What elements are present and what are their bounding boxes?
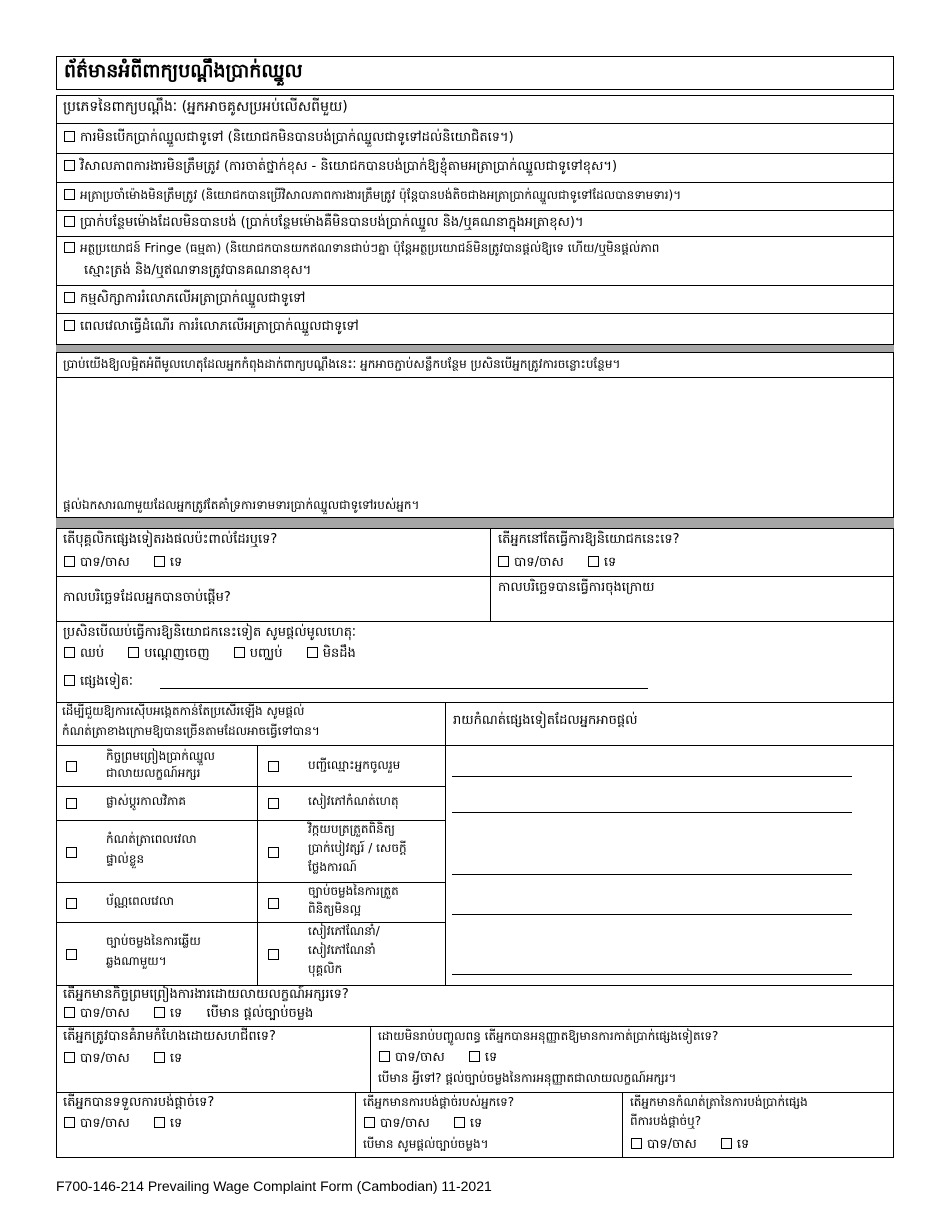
other-reason-input[interactable] xyxy=(160,688,648,689)
checkbox[interactable] xyxy=(66,798,77,809)
record-item-pay-stubs xyxy=(268,846,284,861)
paystubs-answer: បាទ/ចាស ទេ xyxy=(364,1116,502,1132)
no-checkbox[interactable] xyxy=(588,556,599,567)
checkbox[interactable] xyxy=(64,216,75,227)
complaint-option-5: អត្ថប្រយោជន៍ Fringe (ធម្មតា) (និយោជកបានយកឥណទានជាប់ៗគ្នា ប៉ុន្តែអត្ថប្រយោជន៍មិនត្រូវបានផ្តល់ឱ្យទេ ហើយ/ឬមិនផ្តល់ភាព xyxy=(64,241,659,255)
details-prompt: ប្រាប់យើងឱ្យលម្អិតអំពីមូលហេតុដែលអ្នកកំពុងដាក់ពាក្យបណ្តឹងនេះៈ អ្នកអាចភ្ជាប់សន្លឹកបន្ថែម ប្រសិនបើអ្នកត្រូវការចន្លោះបន្ថែម។ xyxy=(63,357,621,371)
laid-off-checkbox[interactable] xyxy=(234,647,245,658)
checkbox[interactable] xyxy=(64,131,75,142)
other-workers-answer: បាទ/ចាស ទេ xyxy=(64,555,202,571)
record-item-schedule-change xyxy=(66,797,82,812)
no-checkbox[interactable] xyxy=(721,1138,732,1149)
checkbox[interactable] xyxy=(268,898,279,909)
no-checkbox[interactable] xyxy=(154,556,165,567)
yes-checkbox[interactable] xyxy=(64,556,75,567)
checkbox[interactable] xyxy=(64,320,75,331)
complaint-option-3: អត្រាប្រចាំម៉ោងមិនត្រឹមត្រូវ (និយោជកបានប្រើវិសាលភាពការងារត្រឹមត្រូវ ប៉ុន្តែបានបង់តិចជាងអត្រាប្រាក់ឈ្នួលជាទូទៅដែលបានទាមទារ)។ xyxy=(64,188,681,202)
quit-checkbox[interactable] xyxy=(64,647,75,658)
checkbox[interactable] xyxy=(268,847,279,858)
checkbox[interactable] xyxy=(64,160,75,171)
yes-checkbox[interactable] xyxy=(64,1052,75,1063)
other-records-line[interactable] xyxy=(452,914,852,915)
no-checkbox[interactable] xyxy=(154,1007,165,1018)
written-agreement-question: តើអ្នកមានកិច្ចព្រមព្រៀងការងារដោយលាយលក្ខណ៍អក្សរទេ? xyxy=(63,987,349,1002)
record-item-personal-time xyxy=(66,846,82,861)
no-checkbox[interactable] xyxy=(469,1051,480,1062)
checkbox[interactable] xyxy=(64,292,75,303)
complaint-option-1: ការមិនបើកប្រាក់ឈ្នួលជាទូទៅ (និយោជកមិនបានបង់ប្រាក់ឈ្នួលជាទូទៅដល់និយោជិតទេ។) xyxy=(64,130,514,146)
record-item-wage-agreement xyxy=(66,760,82,775)
page-title: ព័ត៌មានអំពីពាក្យបណ្តឹងប្រាក់ឈ្នួល xyxy=(64,60,303,82)
paid-all-answer: បាទ/ចាស ទេ xyxy=(64,1116,202,1132)
other-records-line[interactable] xyxy=(452,974,852,975)
record-item-logbook xyxy=(268,797,284,812)
yes-checkbox[interactable] xyxy=(64,1007,75,1018)
other-records-area xyxy=(445,745,894,986)
other-payment-question-line1: តើអ្នកមានកំណត់ត្រានៃការបង់ប្រាក់ផ្សេង xyxy=(630,1095,808,1109)
complaint-option-6: កម្មសិក្សាការរំលោភលើអត្រាប្រាក់ឈ្នួលជាទូទៅ xyxy=(64,291,305,307)
form-footer: F700-146-214 Prevailing Wage Complaint Form (Cambodian) 11-2021 xyxy=(56,1178,492,1194)
complaint-option-7: ពេលវេលាធ្វើដំណើរ ការរំលោភលើអត្រាប្រាក់ឈ្នួលជាទូទៅ xyxy=(64,319,359,335)
checkbox[interactable] xyxy=(66,847,77,858)
other-checkbox[interactable] xyxy=(64,675,75,686)
reason-left-options: ឈប់ បណ្តេញចេញ បញ្ឈប់ មិនដឹង xyxy=(64,646,376,662)
records-prompt-line1: ដើម្បីជួយឱ្យការស៊ើបអង្កេតកាន់តែប្រសើរឡើង សូមផ្តល់ xyxy=(62,704,305,718)
section-divider xyxy=(56,345,894,352)
fired-checkbox[interactable] xyxy=(128,647,139,658)
checkbox[interactable] xyxy=(66,898,77,909)
written-agreement-answer: បាទ/ចាស ទេ បើមាន ផ្តល់ច្បាប់ចម្លង xyxy=(64,1006,313,1022)
other-workers-question: តើបុគ្គលិកផ្សេងទៀតរងផលប៉ះពាល់ដែរឬទេ? xyxy=(63,532,278,547)
no-checkbox[interactable] xyxy=(454,1117,465,1128)
still-working-answer: បាទ/ចាស ទេ xyxy=(498,555,636,571)
other-payment-answer: បាទ/ចាស ទេ xyxy=(631,1137,769,1153)
paid-all-question: តើអ្នកបានទទួលការបង់ផ្តាច់ទេ? xyxy=(63,1095,215,1110)
unknown-checkbox[interactable] xyxy=(307,647,318,658)
checkbox[interactable] xyxy=(268,761,279,772)
deduction-answer: បាទ/ចាស ទេ xyxy=(379,1050,517,1066)
other-records-line[interactable] xyxy=(452,776,852,777)
checkbox[interactable] xyxy=(64,242,75,253)
checkbox[interactable] xyxy=(66,949,77,960)
paystubs-followup: បើមាន សូមផ្តល់ច្បាប់ចម្លង។ xyxy=(363,1137,489,1151)
record-item-correspondence xyxy=(66,948,82,963)
yes-checkbox[interactable] xyxy=(64,1117,75,1128)
other-records-line[interactable] xyxy=(452,874,852,875)
start-date-label: កាលបរិច្ឆេទដែលអ្នកបានចាប់ផ្តើម? xyxy=(63,590,231,605)
other-payment-question-line2: ពីការបង់ផ្តាច់ឬ? xyxy=(630,1114,702,1128)
coworker-answer: បាទ/ចាស ទេ xyxy=(64,1051,202,1067)
coworker-question: តើអ្នកត្រូវបានគំរាមកំហែងដោយសហជីពទេ? xyxy=(63,1029,276,1044)
details-textarea[interactable] xyxy=(57,378,893,494)
record-item-bad-checks xyxy=(268,897,284,912)
complaint-option-4: ប្រាក់បន្ថែមម៉ោងដែលមិនបានបង់ (ប្រាក់បន្ថែមម៉ោងគឺមិនបានបង់ប្រាក់ឈ្នួល និង/ឬគណនាក្នុងអត្រាខុស)។ xyxy=(64,215,584,231)
reason-left-prompt: ប្រសិនបើឈប់ធ្វើការឱ្យនិយោជកនេះទៀត សូមផ្តល់មូលហេតុៈ xyxy=(63,625,356,640)
complaint-type-header: ប្រភេទនៃពាក្យបណ្តឹងៈ (អ្នកអាចគូសប្រអប់លើសពីមួយ) xyxy=(63,99,348,115)
yes-checkbox[interactable] xyxy=(631,1138,642,1149)
evidence-note: ផ្តល់ឯកសារណាមួយដែលអ្នកត្រូវតែគាំទ្រការទាមទារប្រាក់ឈ្នួលជាទូទៅរបស់អ្នក។ xyxy=(63,498,420,512)
checkbox[interactable] xyxy=(66,761,77,772)
other-records-line[interactable] xyxy=(452,812,852,813)
record-item-handbook xyxy=(268,948,284,963)
checkbox[interactable] xyxy=(268,798,279,809)
if-yes-copy: បើមាន ផ្តល់ច្បាប់ចម្លង xyxy=(206,1006,314,1021)
records-prompt-line2: កំណត់ត្រាខាងក្រោមឱ្យបានច្រើនតាមដែលអាចធ្វើទៅបាន។ xyxy=(62,724,320,738)
last-date-label: កាលបរិច្ឆេទបានធ្វើការចុងក្រោយ xyxy=(498,580,655,595)
other-records-label: រាយកំណត់ផ្សេងទៀតដែលអ្នកអាចផ្តល់ xyxy=(453,713,638,728)
record-item-timecards xyxy=(66,897,82,912)
yes-checkbox[interactable] xyxy=(498,556,509,567)
complaint-option-5-continuation: ស្មោះត្រង់ និង/ឬឥណទានត្រូវបានគណនាខុស។ xyxy=(84,263,312,278)
still-working-question: តើអ្នកនៅតែធ្វើការឱ្យនិយោជកនេះទេ? xyxy=(498,532,680,547)
no-checkbox[interactable] xyxy=(154,1117,165,1128)
deduction-followup: បើមាន អ្វីទៅ? ផ្តល់ច្បាប់ចម្លងនៃការអនុញ្ញាតជាលាយលក្ខណ៍អក្សរ។ xyxy=(378,1071,677,1085)
yes-checkbox[interactable] xyxy=(364,1117,375,1128)
yes-checkbox[interactable] xyxy=(379,1051,390,1062)
record-item-sign-in-sheets xyxy=(268,760,284,775)
checkbox[interactable] xyxy=(64,189,75,200)
deduction-question: ដោយមិនរាប់បញ្ចូលពន្ធ តើអ្នកបានអនុញ្ញាតឱ្យមានការកាត់ប្រាក់ផ្សេងទៀតទេ? xyxy=(378,1029,719,1043)
complaint-option-2: វិសាលភាពការងារមិនត្រឹមត្រូវ (ការចាត់ថ្នាក់ខុស - និយោជកបានបង់ប្រាក់ឱ្យខ្ញុំតាមអត្រាប្រាក់ឈ្នួលជាទូទៅខុស។) xyxy=(64,159,617,175)
no-checkbox[interactable] xyxy=(154,1052,165,1063)
paystubs-question: តើអ្នកមានការបង់ផ្តាច់របស់អ្នកទេ? xyxy=(363,1095,515,1109)
checkbox[interactable] xyxy=(268,949,279,960)
section-divider xyxy=(56,518,894,528)
reason-left-other: ផ្សេងទៀតៈ xyxy=(64,674,133,690)
